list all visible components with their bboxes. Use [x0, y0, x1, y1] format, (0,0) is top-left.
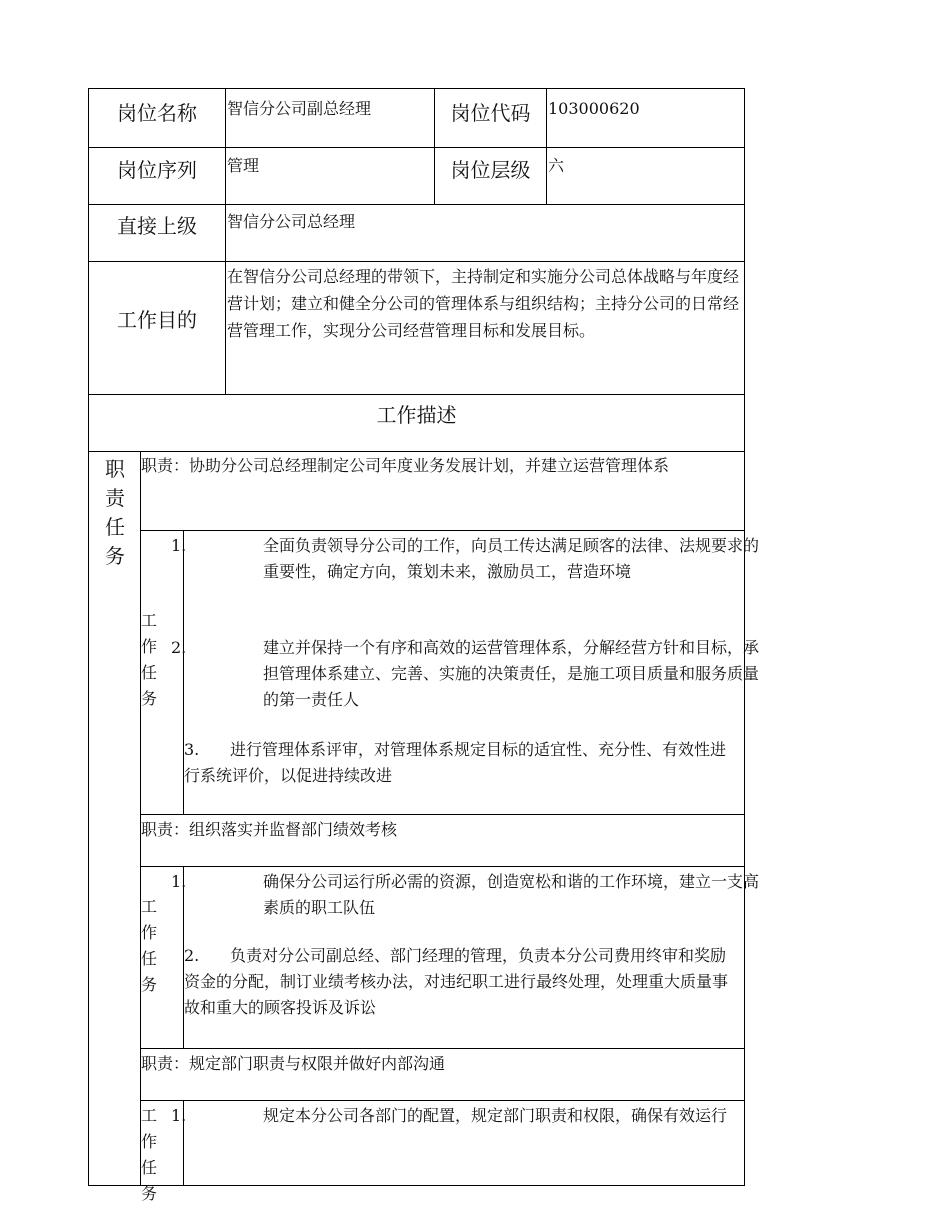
duty-title: 职责：规定部门职责与权限并做好内部沟通: [141, 1054, 446, 1073]
section-title: 工作描述: [376, 403, 457, 427]
job-description-form: [88, 88, 760, 1203]
duty-side-label: 职责任务: [105, 457, 125, 568]
task-side-label: 工作任务: [141, 611, 158, 708]
task-item: 1. 确保分公司运行所必需的资源，创造宽松和谐的工作环境，建立一支高素质的职工队伍: [171, 872, 760, 917]
post-name-value: 智信分公司副总经理: [227, 99, 372, 118]
task-side-label: 工作任务: [141, 897, 158, 994]
task-item: 3. 进行管理体系评审，对管理体系规定目标的适宜性、充分性、有效性进行系统评价，以促进持续改进: [184, 740, 727, 785]
purpose-label: 工作目的: [117, 308, 197, 332]
task-item: 2. 负责对分公司副总经、部门经理的管理，负责本分公司费用终审和奖励资金的分配，制订业绩考核办法，对违纪职工进行最终处理，处理重大质量事故和重大的顾客投诉及诉讼: [184, 946, 729, 1017]
task-item: 1. 规定本分公司各部门的配置，规定部门职责和权限，确保有效运行: [171, 1106, 728, 1125]
post-sequence-value: 管理: [227, 156, 260, 175]
purpose-text: 在智信分公司总经理的带领下，主持制定和实施分公司总体战略与年度经营计划；建立和健全分公司的管理体系与组织结构；主持分公司的日常经营管理工作，实现分公司经营管理目标和发展目标。: [227, 267, 740, 340]
post-name-label: 岗位名称: [117, 101, 197, 125]
post-code-value: 103000620: [548, 99, 640, 118]
post-code-label: 岗位代码: [450, 101, 531, 125]
post-level-value: 六: [548, 156, 565, 175]
duty-title: 职责：组织落实并监督部门绩效考核: [141, 820, 398, 839]
superior-value: 智信分公司总经理: [227, 212, 356, 231]
post-sequence-label: 岗位序列: [117, 158, 197, 182]
task-side-label: 工作任务: [141, 1106, 158, 1203]
superior-label: 直接上级: [117, 214, 197, 238]
task-item: 1. 全面负责领导分公司的工作，向员工传达满足顾客的法律、法规要求的重要性，确定方向，策划未来，激励员工，营造环境: [171, 536, 760, 581]
task-item: 2. 建立并保持一个有序和高效的运营管理体系，分解经营方针和目标，承担管理体系建立、完善、实施的决策责任，是施工项目质量和服务质量的第一责任人: [171, 638, 760, 709]
post-level-label: 岗位层级: [450, 158, 531, 182]
duty-title: 职责：协助分公司总经理制定公司年度业务发展计划，并建立运营管理体系: [141, 456, 670, 475]
